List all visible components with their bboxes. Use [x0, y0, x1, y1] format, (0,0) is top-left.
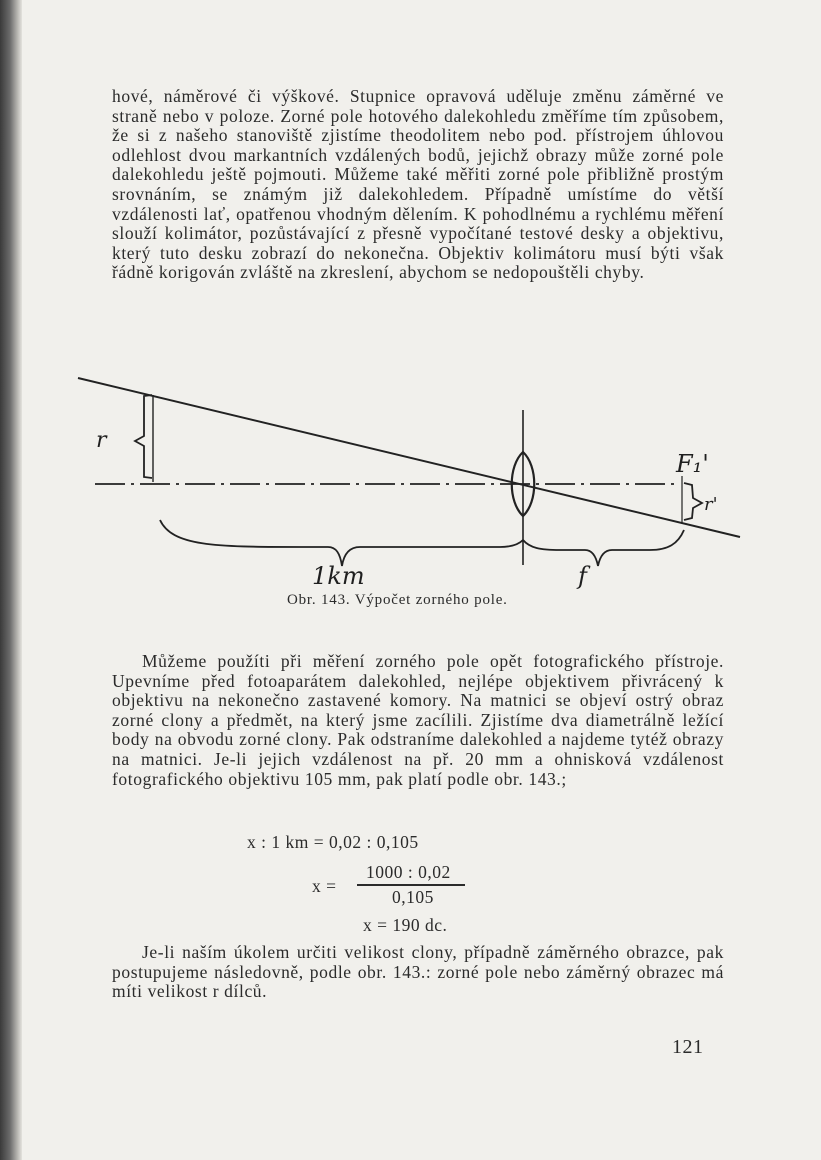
fraction-bar [357, 884, 465, 886]
paragraph-aperture [112, 943, 724, 1002]
equation-proportion: x : 1 km = 0,02 : 0,105 [247, 832, 419, 852]
bracket-r [135, 395, 152, 478]
equation-fraction-denominator: 0,105 [392, 887, 434, 907]
label-r: r [96, 428, 107, 453]
label-f1-prime: F₁' [676, 450, 709, 478]
diagonal-ray [78, 378, 740, 537]
page-number: 121 [672, 1036, 704, 1058]
paragraph-photo-method-text: Můžeme použíti při měření zorného pole opět fotografického přístroje. Upevníme před fotoaparátem dalekohled, nejlépe objektivem přivrácený k objektivu na nekonečno zastavené komory. Na matnici se objeví ostrý obraz zorné clony a předmět, na který jsme zacílili. Zjistíme dva diametrálně ležící body na obvodu zorné clony. Pak odstraníme dalekohled a najdeme tytéž obrazy na matnici. Je-li jejich vzdálenost na př. 20 mm a ohnisková vzdálenost fotografického objektivu 105 mm, pak platí podle obr. 143.; [112, 651, 724, 789]
label-f: f [578, 562, 587, 590]
paragraph-photo-method [112, 652, 724, 789]
brace-f [523, 530, 684, 566]
brace-1km [160, 520, 523, 566]
equation-fraction-numerator: 1000 : 0,02 [366, 862, 451, 882]
figure-caption: Obr. 143. Výpočet zorného pole. [287, 592, 508, 608]
equation-fraction-lhs: x = [312, 876, 337, 896]
label-r-prime: r' [704, 494, 718, 515]
paragraph-intro: hové, náměrové či výškové. Stupnice opravová uděluje změnu záměrné ve straně nebo v poloze. Zorné pole hotového dalekohledu změříme tím způsobem, že si z našeho stanoviště zjistíme theodolitem nebo pod. přístrojem úhlovou odlehlost dvou markantních vzdálených bodů, jejichž obrazy může zorné pole dalekohledu ještě pojmouti. Můžeme také měřiti zorné pole přibližně prostým srovnáním, se známým již dalekohledem. Případně umístíme do větší vzdálenosti lať, opatřenou vhodným dělením. K pohodlnému a rychlému měření slouží kolimátor, pozůstávající z přesně vypočítané testové desky a objektivu, který tuto desku zobrazí do nekonečna. Objektiv kolimátoru musí býti však řádně korigován zvláště na zkreslení, abychom se nedopouštěli chyby. [112, 86, 724, 283]
paragraph-aperture-text: Je-li naším úkolem určiti velikost clony, případně záměrného obrazce, pak postupujeme následovně, podle obr. 143.: zorné pole nebo záměrný obrazec má míti velikost r dílců. [112, 942, 724, 1002]
bracket-r-prime [684, 483, 702, 520]
equation-result: x = 190 dc. [363, 915, 448, 935]
label-1km: 1km [312, 562, 365, 590]
